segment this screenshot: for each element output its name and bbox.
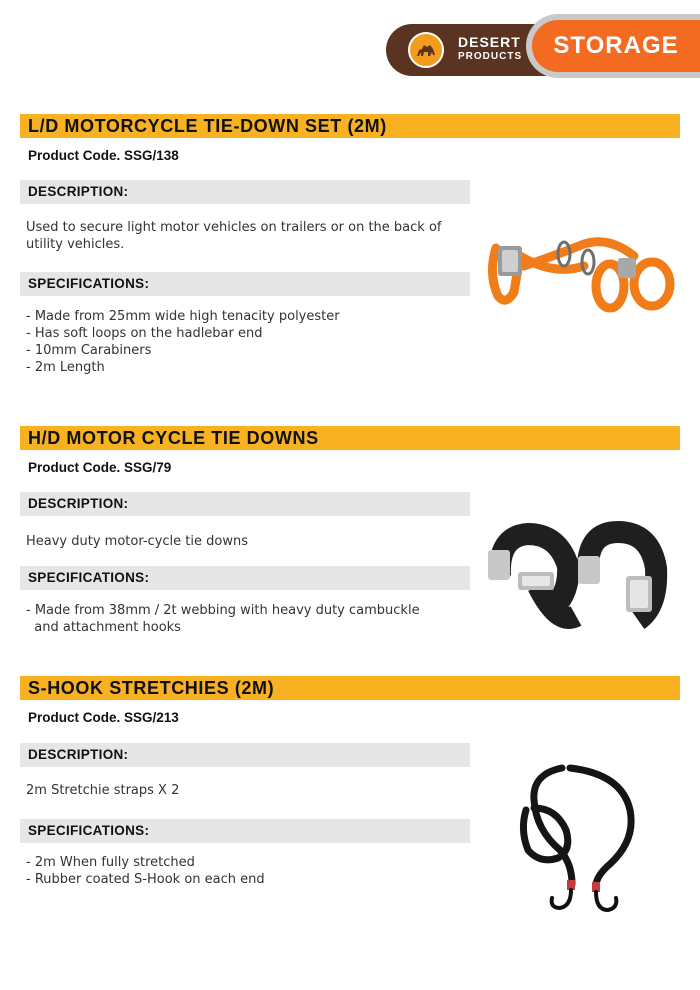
spec-item: - Has soft loops on the hadlebar end <box>26 326 263 341</box>
brand-name-line2: PRODUCTS <box>458 51 523 62</box>
product-title: H/D MOTOR CYCLE TIE DOWNS <box>28 428 319 448</box>
description-heading-bar <box>20 743 470 767</box>
spec-item: - 2m Length <box>26 360 105 375</box>
product-title-bar <box>20 676 680 700</box>
product-description: Heavy duty motor-cycle tie downs <box>26 534 248 549</box>
product-title-bar <box>20 426 680 450</box>
product-code: Product Code. SSG/213 <box>28 710 179 725</box>
product-code: Product Code. SSG/138 <box>28 148 179 163</box>
bungee-s-hook-photo <box>512 760 646 920</box>
spec-item: - 2m When fully stretched <box>26 855 195 870</box>
brand-name-line1: DESERT <box>458 34 521 50</box>
category-badge <box>526 14 700 78</box>
product-title-bar <box>20 114 680 138</box>
description-heading: DESCRIPTION: <box>28 747 129 762</box>
spec-item: - Made from 25mm wide high tenacity polyester <box>26 309 340 324</box>
spec-item: - 10mm Carabiners <box>26 343 152 358</box>
product-description: Used to secure light motor vehicles on trailers or on the back of utility vehicles. <box>26 220 442 252</box>
specifications-list <box>26 308 470 376</box>
specifications-list <box>26 602 470 636</box>
specifications-heading-bar <box>20 272 470 296</box>
description-heading-bar <box>20 180 470 204</box>
specifications-heading-bar <box>20 819 470 843</box>
description-heading: DESCRIPTION: <box>28 496 129 511</box>
product-title: S-HOOK STRETCHIES (2M) <box>28 678 275 698</box>
specifications-heading: SPECIFICATIONS: <box>28 570 150 585</box>
specifications-heading: SPECIFICATIONS: <box>28 276 150 291</box>
black-webbing-tie-down-photo <box>478 516 678 644</box>
camel-logo-icon <box>408 32 444 68</box>
product-title: L/D MOTORCYCLE TIE-DOWN SET (2M) <box>28 116 387 136</box>
product-code: Product Code. SSG/79 <box>28 460 172 475</box>
specifications-heading-bar <box>20 566 470 590</box>
specifications-heading: SPECIFICATIONS: <box>28 823 150 838</box>
description-heading-bar <box>20 492 470 516</box>
description-heading: DESCRIPTION: <box>28 184 129 199</box>
specifications-list <box>26 854 470 888</box>
product-description: 2m Stretchie straps X 2 <box>26 783 180 798</box>
orange-tie-down-strap-photo <box>484 226 680 316</box>
header-badge <box>386 14 700 78</box>
category-label: STORAGE <box>532 20 700 72</box>
spec-item: - Made from 38mm / 2t webbing with heavy duty cambuckle and attachment hooks <box>26 603 420 635</box>
spec-item: - Rubber coated S-Hook on each end <box>26 872 265 887</box>
